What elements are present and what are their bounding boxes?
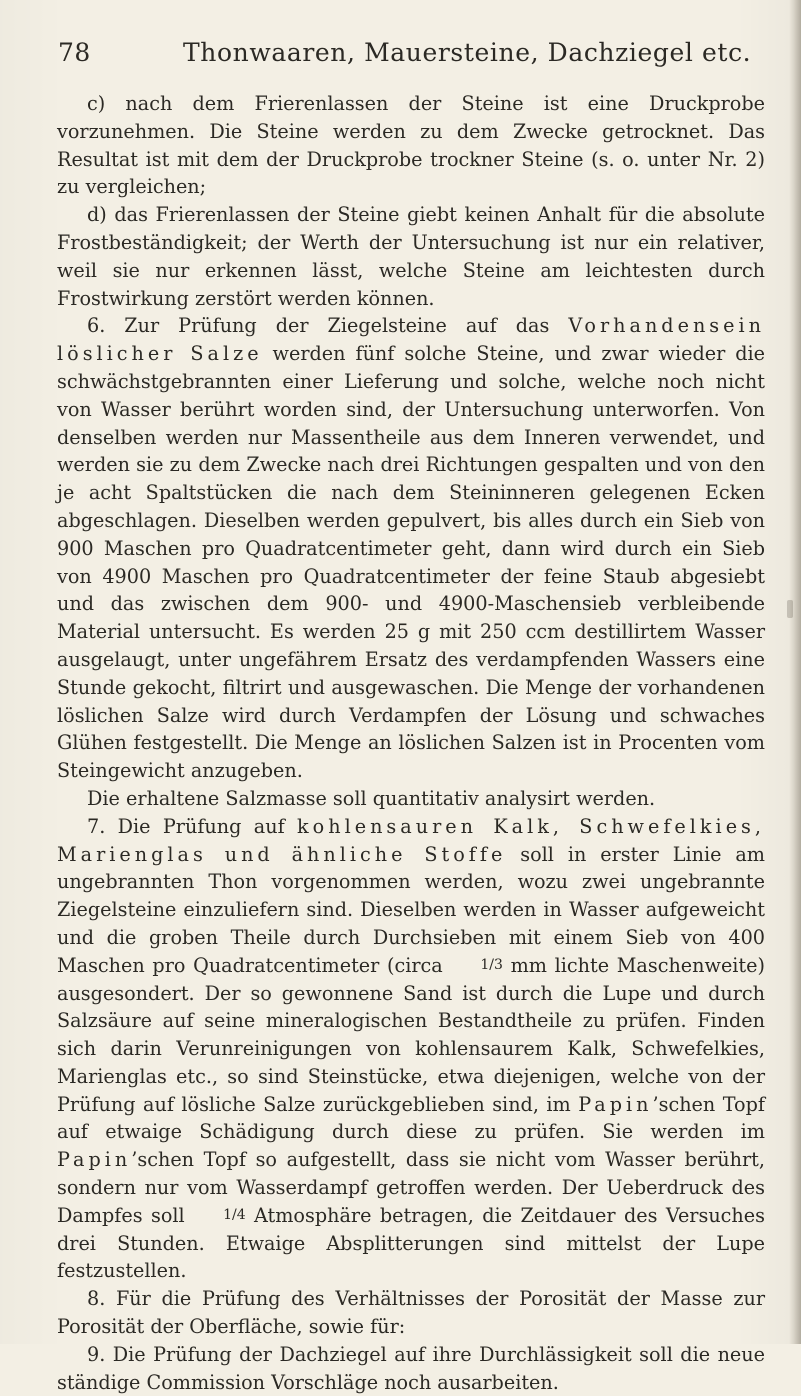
paragraph-6-spaced-term: Vorhandensein löslicher Salze — [57, 314, 765, 366]
paragraph-6-note: Die erhaltene Salzmasse soll quantitativ analysirt werden. — [87, 786, 656, 810]
fraction-one-quarter: 1/4 — [223, 1206, 246, 1223]
paragraph-8: 8. Für die Prüfung des Verhältnisses der Porosität der Masse zur Porosität der Oberfläche, sowie für: — [57, 1287, 765, 1339]
papin-name-1: Papin — [578, 1092, 653, 1116]
paragraph-7-text-mid3: ’schen Topf auf etwaige Schädigung durch diese zu prüfen. Sie werden im — [57, 1092, 765, 1144]
paragraph-7-spaced-terms: kohlensauren Kalk, Schwefelkies, Marienglas und ähnliche Stoffe — [57, 814, 765, 866]
paragraph-7-text-mid4: ’schen Topf so aufgestellt, dass sie nicht vom Wasser berührt, sondern nur vom Wasserdampf getroffen werden. Der Ueberdruck des Dampfes soll — [57, 1148, 765, 1227]
paragraph-7-text-mid2: mm lichte Maschenweite) ausgesondert. Der so gewonnene Sand ist durch die Lupe und durch Salzsäure auf seine mineralogischen Bestandtheile zu prüfen. Finden sich darin Verunreinigungen von kohlensaurem Kalk, Schwefelkies, Marienglas etc., so sind Steinstücke, etwa diejenigen, welche von der Prüfung auf lösliche Salze zurückgeblieben sind, im — [57, 953, 765, 1116]
page-header — [58, 38, 758, 78]
paragraph-9: 9. Die Prüfung der Dachziegel auf ihre Durchlässigkeit soll die neue ständige Commission Vorschläge noch ausarbeiten. — [57, 1342, 765, 1394]
paragraph-d: d) das Frierenlassen der Steine giebt keinen Anhalt für die absolute Frostbeständigkeit; der Werth der Untersuchung ist nur ein relativer, weil sie nur erkennen lässt, welche Steine am leichtesten durch Frostwirkung zerstört werden können. — [57, 203, 765, 310]
paragraph-6-text-after: werden fünf solche Steine, und zwar wieder die schwächstgebrannten einer Lieferung und solche, welche noch nicht von Wasser berührt worden sind, der Untersuchung unterworfen. Von denselben werden nur Massentheile aus dem Inneren verwendet, und werden sie zu dem Zwecke nach drei Richtungen gespalten und von den je acht Spaltstücken die nach dem Steininneren gelegenen Ecken abgeschlagen. Dieselben werden gepulvert, bis alles durch ein Sieb von 900 Maschen pro Quadratcentimeter geht, dann wird durch ein Sieb von 4900 Maschen pro Quadratcentimeter der feine Staub abgesiebt und das zwischen dem 900- und 4900-Maschensieb verbleibende Material untersucht. Es werden 25 g mit 250 ccm destillirtem Wasser ausgelaugt, unter ungefährem Ersatz des verdampfenden Wassers eine Stunde gekocht, filtrirt und ausgewaschen. Die Menge der vorhandenen löslichen Salze wird durch Verdampfen der Lösung und schwaches Glühen festgestellt. Die Menge an löslichen Salzen ist in Procenten vom Steingewicht anzugeben. — [57, 342, 765, 783]
paragraph-7-text-before: 7. Die Prüfung auf — [87, 814, 298, 838]
paragraph-6 — [57, 312, 765, 785]
fraction-one-third: 1/3 — [480, 956, 503, 973]
page-number: 78 — [58, 38, 91, 67]
running-title: Thonwaaren, Mauersteine, Dachziegel etc. — [183, 38, 752, 67]
paragraph-7 — [57, 813, 765, 1286]
margin-mark — [787, 600, 793, 618]
paragraph-7-text-mid1: soll in erster Linie am ungebrannten Thon vorgenommen werden, wozu zwei ungebrannte Ziegelsteine einzuliefern sind. Dieselben werden in Wasser aufgeweicht und die groben Theile durch Durchsieben mit einem Sieb von 400 Maschen pro Quadratcentimeter (circa — [57, 842, 765, 977]
paragraph-7-text-after: Atmosphäre betragen, die Zeitdauer des Versuches drei Stunden. Etwaige Absplitterungen sind mittelst der Lupe festzustellen. — [57, 1203, 765, 1283]
body-text — [57, 90, 765, 1396]
papin-name-2: Papin — [57, 1148, 132, 1172]
paragraph-6-text-before: 6. Zur Prüfung der Ziegelsteine auf das — [87, 314, 569, 338]
page-edge-shadow — [789, 0, 801, 1344]
paragraph-c: c) nach dem Frierenlassen der Steine ist eine Druckprobe vorzunehmen. Die Steine werden zu dem Zwecke getrocknet. Das Resultat ist mit dem der Druckprobe trockner Steine (s. o. unter Nr. 2) zu vergleichen; — [57, 92, 765, 199]
